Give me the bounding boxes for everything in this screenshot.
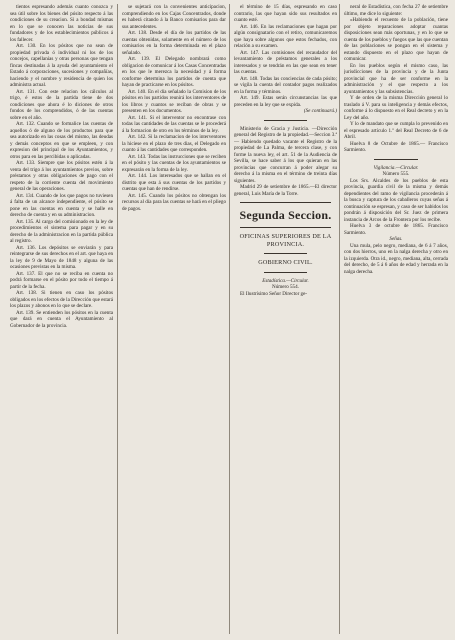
statistics-heading: Estadística.—Circular.: [262, 277, 309, 284]
paragraph: Art. 138. Si tienen en caso los pósitos obligados en los efectos de la Dirección que estará los plazos y abonos en lo que se declare.: [10, 290, 113, 309]
divider: [374, 159, 418, 160]
offices-heading: OFICINAS SUPERIORES DE LA PROVINCIA.: [239, 233, 332, 248]
paragraph: Art. 131. Con este relacion los cálculos al trigo, é estos de la partida tiene de dos condiciones que ahora é lo diciones de otros fondos de los comprendidos, ó de las cuentas sobre en el año.: [10, 88, 113, 121]
paragraph: Art. 130. En los pósitos que no sean de propiedad privada ó individual ni los de los concejos, capellanías y otras personas que tengan fincas destinadas á la ayuda del ayuntamiento el Estado á corporaciones, sucesiones y compañías, haciendo y el nombre y residencia de quien los administra actual.: [10, 43, 113, 88]
paragraph: Art. 140. En el día señalado la Comision de los pósitos en los partidos reunirá los interventores de los libros y cuantos se reciban de obras y se presenten en los documentos.: [122, 88, 226, 114]
continuation-note: (Se continuará.): [303, 108, 337, 114]
circular-number: Número 555.: [382, 171, 410, 177]
divider: [264, 272, 307, 273]
column-rule: [339, 4, 340, 634]
paragraph: Art. 148. Todas las conciencias de cada pósito; se vigila la cuenta del contador pagos realizados en la forma y términos.: [234, 75, 337, 95]
paragraph: Art. 138. Desde el día de los partidos de las cuentas obtenidas, solamente en el número de los comisarios en la forma determinada en el plazo señalado.: [122, 30, 226, 56]
paragraph: Y de orden de la misma Dirección general lo traslado á V. para su inteligencia y demás efectos, conforme á lo dispuesto en el Real decreto y en la Ley del año.: [344, 95, 448, 121]
paragraph: Art. 139. El Delegado nombrará como obligacion de comunicar á los Casas Concentradas en los que le merezca la necesidad y á forma conforme determina los partidos de cuenta que hayan de practicarse en los pósitos.: [122, 56, 226, 88]
paragraph: Y lo de mandato que se cumpla lo prevenido en el espresado artículo 1.º del Real Decreto de 6 de Abril.: [344, 121, 448, 140]
column-rule: [229, 4, 230, 634]
paragraph: Una mula, pelo negro, mediana, de 6 á 7 años, con dos hierros, uno en la nalga derecha y otro en la izquierda. Otra id., negro, mediana, alta, cerrada del derecho, de 5 á 6 años de edad y herrada en la nalga derecha.: [344, 242, 448, 275]
descriptions-heading: Señas.: [389, 236, 403, 242]
paragraph: neral de Estadística, con fecha 27 de setiembre último, me dice lo siguiente:: [344, 4, 448, 17]
vigilance-heading: Vigilancia.—Circular.: [373, 164, 419, 171]
paragraph: Art. 135. Al cargo del comisionado en la ley de procedimientos el sistema para pagar y en su derecho de la administracion en la partida pública al registro.: [10, 218, 113, 244]
divider: [240, 227, 331, 228]
paragraph: Art. 137. El que no se reciba en cuenta no podrá formarse en el pósito por todo el tiempo á partir de la fecha.: [10, 270, 113, 290]
paragraph: Art. 149. Estas serán circunstancias las que preceden en la ley que se expida.: [234, 95, 337, 108]
paragraph: Art. 133. Siempre que los pósitos estén á la venta del trigo á los ayuntamientos previos, sobre préstamos y otras obligaciones de pago con el respeto de la corriente cuenta del movimiento general de las operaciones.: [10, 160, 113, 192]
paragraph: Los Srs. Alcaldes de los pueblos de esta provincia, guardia civil de la misma y demás dependientes del ramo de vigilancia procederán á la busca y captura de los caballeros cuyas señas á continuación se espresan, y caso de ser habidos los pondrán á disposición del Sr. Juez de primera instancia de Arcos de la Frontera por los recibe.: [344, 177, 448, 223]
section-heading: Segunda Seccion.: [239, 208, 332, 222]
divider: [264, 253, 307, 254]
paragraph: «Habiendo el recuento de la población, tiene por objeto reparaciones adoptar cuantas disposiciones sean más oportunas, y en lo que se cuenta de los pueblos y fuegos que las que cuentan de las poblaciones se pongan en el sistema y estando dispuesto en el plazo que hayan de comunicar.: [344, 17, 448, 62]
column-3: [234, 4, 337, 634]
paragraph: El Ilustrísimo Señor Director ge-: [240, 290, 308, 297]
column-rule: [117, 4, 118, 634]
paragraph: Huelva 8 de Octubre de 1865.— Francisco Sarmiento.: [344, 140, 448, 153]
circular-number: Número 554.: [272, 284, 299, 290]
ministry-notice: Ministerio de Gracia y Justicia. —Dirección general del Registro de la propiedad.—Seccion 3.ª— Habiendo quedado vacante el Registro de la propiedad de La Palma, de tercera clase, y con forme la nueva ley, el art. 51 de la Audiencia de Sevilla, se hace saber á los que quieran en las provincias que concurran á poder alegar su derecho á la misma en el término de treinta días siguientes.: [234, 125, 337, 184]
paragraph: Art. 142. Si la reclamacion de los interventores la hiciese en el plazo de tres dias, el Delegado en cuanto á las cantidades que corresponden.: [122, 134, 226, 153]
paragraph: tientos espresando además cuanto conozca y sea útil sobre los bienes del pósito respecto á las condiciones de su creacion. Si a bondad mismas en lo que se conocen las noticias de sus fundadores y de los establecimientos públicos á los fallecer.: [10, 4, 113, 43]
divider: [240, 202, 331, 203]
notice-date: Huelva 3 de octubre de 1865. Francisco Sarmiento.: [344, 223, 448, 236]
paragraph: Art. 143. Todas las instrucciones que se reciben en el pósito y las cuentas de los ayuntamientos se expresarán en la forma de la ley.: [122, 153, 226, 173]
paragraph: Art. 147. Las comisiones del recaudador del levantamiento de préstamos generales a los interesados y se tendrán en las que sean en tener las cuentas.: [234, 49, 337, 75]
paragraph: Art. 134. Cuando de los que pagos no tuviesen á falta de un alcance independiente, el pósito se pone en las cuentas en cuenta y se halle en derecho de cuenta y en su administracion.: [10, 192, 113, 218]
column-1: [10, 4, 113, 634]
column-4: [344, 4, 448, 634]
paragraph: Art. 141. Si el interventor no encontrase con todas las cantidades de las cuentas se le procederá á la formacion de otro en los términos de la ley.: [122, 114, 226, 134]
divider: [264, 120, 307, 121]
paragraph: Art. 144. Los interesados que se hallan en el distrito que esta á sus cuentas de los partidos y cuentas que han de rendirse.: [122, 173, 226, 192]
column-2: [122, 4, 226, 634]
paragraph: se sujetará con la convenientes anticipacion, comprendiendo en los Cajas Concentrados, donde es haberá citando á la Banco comisarios para dar sus antecedentes.: [122, 4, 226, 30]
notice-date: Madrid 29 de setiembre de 1865.—El director general, Luis María de la Torre.: [234, 184, 337, 197]
government-heading: GOBIERNO CIVIL.: [258, 259, 313, 266]
paragraph: En los pueblos según el mismo caso, las jurisdicciones de la provincia y de la Junta provincial que ha de ser conforme en la administración y el que respecto a los ayuntamientos y las subsistencias.: [344, 62, 448, 95]
paragraph: el término de 15 días, espresando en caso contrario, las que hayan sido sus resultados en cuanto esté.: [234, 4, 337, 23]
paragraph: Art. 132. Cuando se formalice las cuentas de aquellos ó de alguno de los productos para que sea autorizado en las cosas del mismo, las deudas y demás conceptos en que se empleen, y con expresion del principal de los Ayuntamientos, y otros para en las percibidas o aplicadas.: [10, 121, 113, 160]
paragraph: Art. 136. Los depósitos se enviarán y para reintegrarse de sus derechos en el art. que haya en la ley de 9 de Mayo de 1848 y alguna de las ocasiones previstas en la misma.: [10, 244, 113, 270]
paragraph: Art. 145. Cuando los pósitos no obtengan los recursos al día para las cuentas se hará en el pliego de pagos.: [122, 192, 226, 212]
paragraph: Art. 146. En las reclamaciones que hagan por algún consignatario con el retiro, comunicaremos que haya sobre algunos que estos fechados, con relación a su examen.: [234, 23, 337, 49]
paragraph: Art. 139. Se entienden los pósitos en la cuenta que dará en cuenta el Ayuntamiento al Gobernador de la provincia.: [10, 309, 113, 329]
